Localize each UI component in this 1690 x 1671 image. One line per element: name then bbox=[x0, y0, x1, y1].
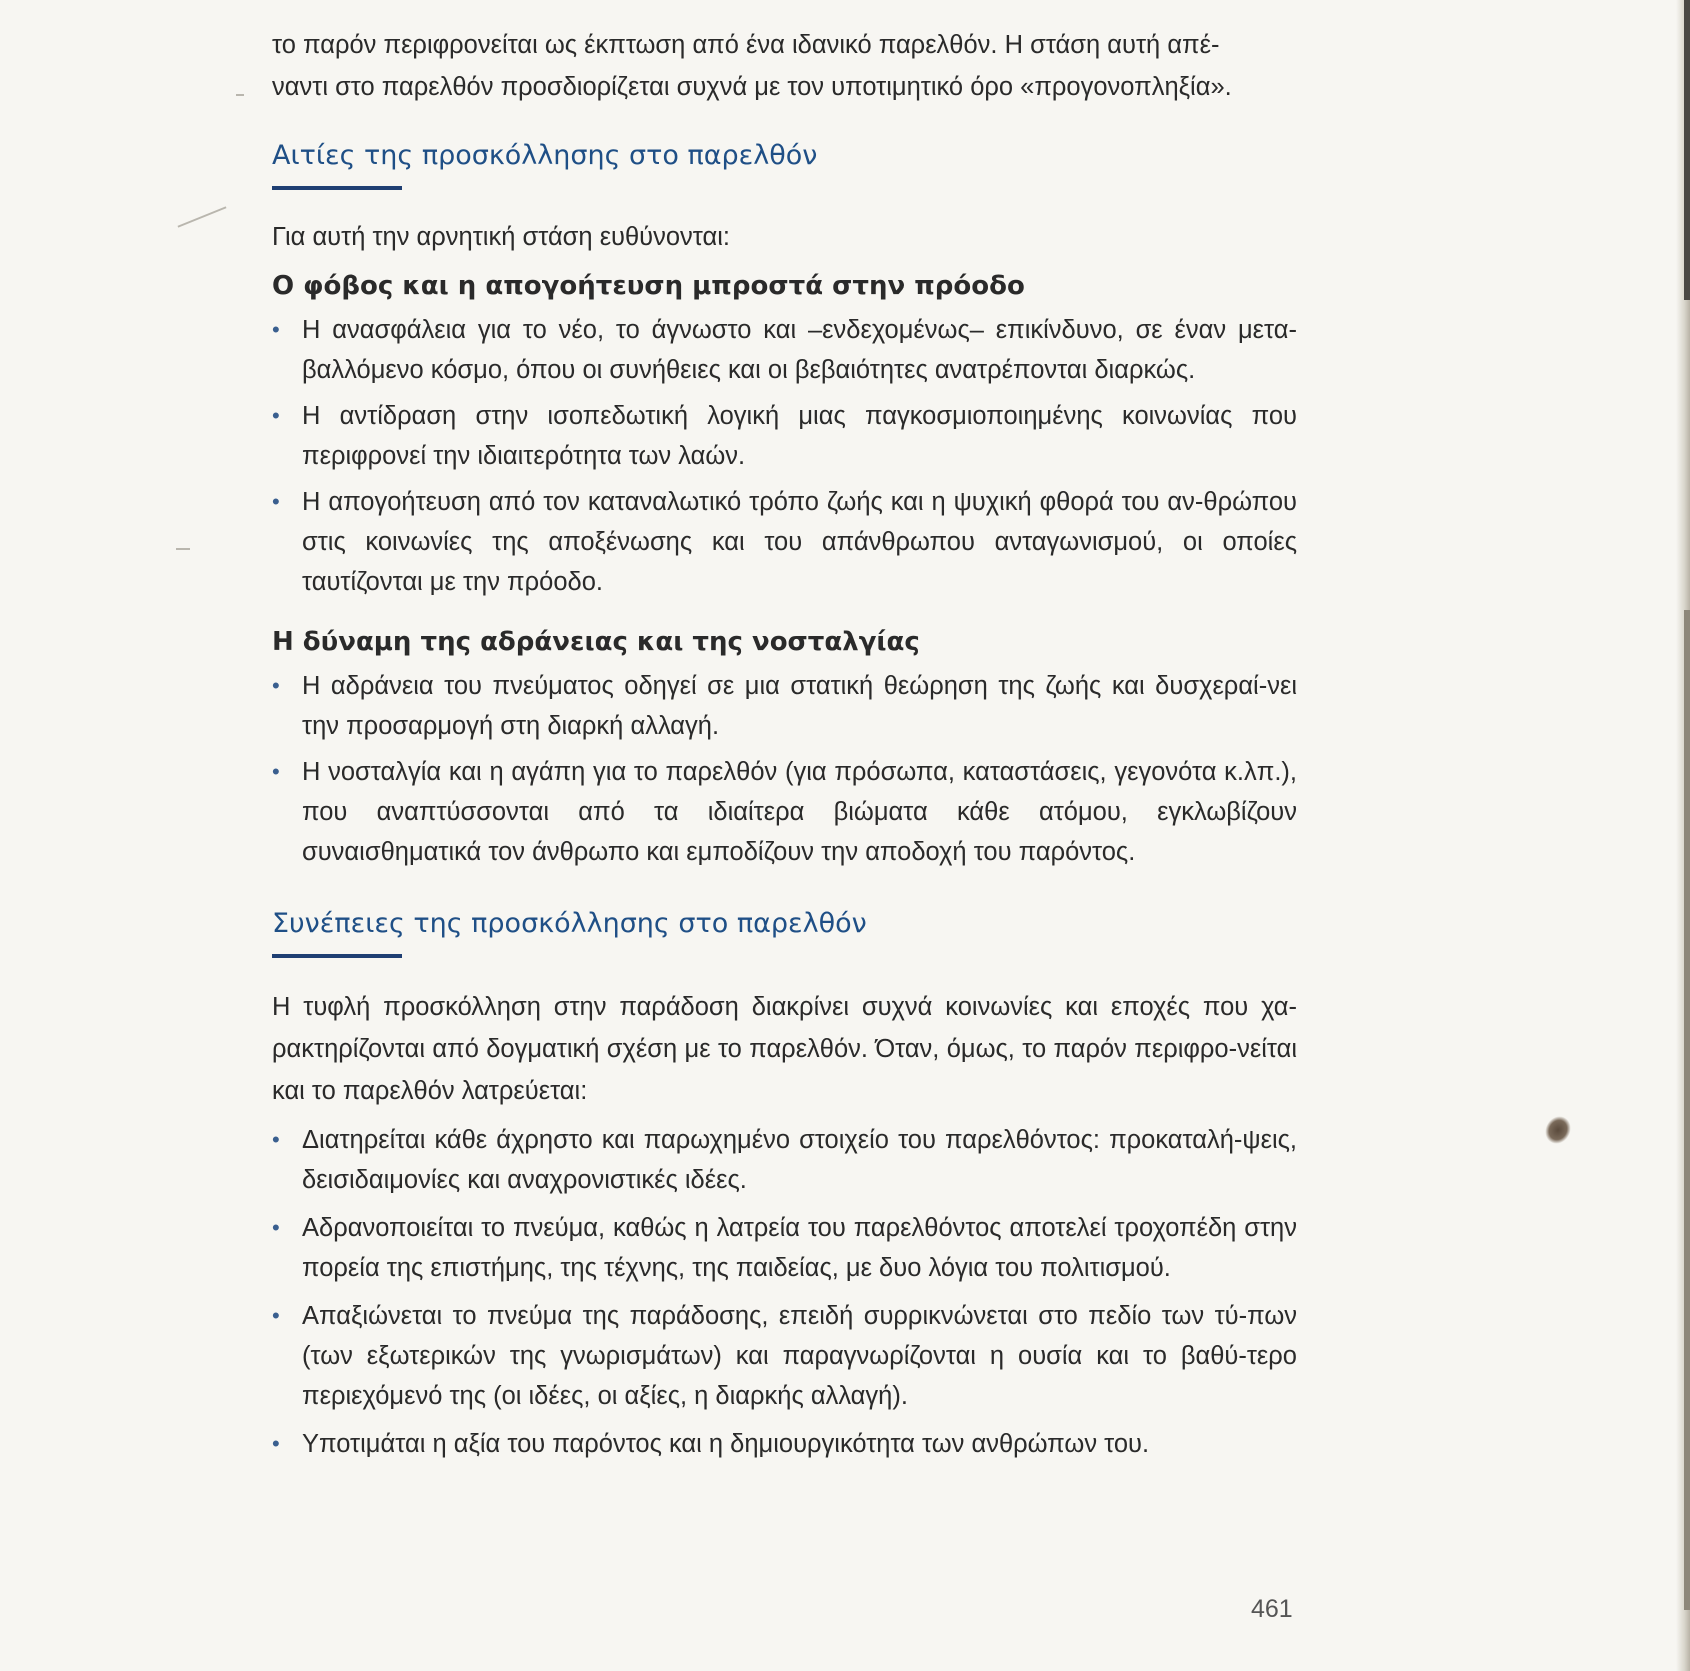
bullet-icon: • bbox=[272, 1215, 280, 1240]
bullet-icon: • bbox=[272, 1127, 280, 1152]
bullet-list-inertia bbox=[272, 666, 1297, 872]
list-item bbox=[272, 1208, 1297, 1288]
list-item-text: Η απογοήτευση από τον καταναλωτικό τρόπο ζωής και η ψυχική φθορά του αν-θρώπου στις κοινωνίες της αποξένωσης και του απάνθρωπου ανταγωνισμού, οι οποίες ταυτίζονται με την πρόοδο. bbox=[302, 488, 1297, 596]
subsection-title-inertia: Η δύναμη της αδράνειας και της νοσταλγίας bbox=[272, 627, 920, 657]
list-item bbox=[272, 310, 1297, 390]
bullet-icon: • bbox=[272, 489, 280, 514]
margin-mark bbox=[176, 548, 190, 550]
section-consequences bbox=[272, 906, 1297, 1464]
bullet-list-fear bbox=[272, 310, 1297, 602]
list-item bbox=[272, 666, 1297, 746]
section-title-consequences: Συνέπειες της προσκόλλησης στο παρελθόν bbox=[272, 908, 867, 939]
list-item-text: Η αδράνεια του πνεύματος οδηγεί σε μια στατική θεώρηση της ζωής και δυσχεραί-νει την προσαρμογή στη διαρκή αλλαγή. bbox=[302, 672, 1297, 740]
section-lead: Η τυφλή προσκόλληση στην παράδοση διακρίνει συχνά κοινωνίες και εποχές που χα-ρακτηρίζονται από δογματική σχέση με το παρελθόν. Όταν, όμως, το παρόν περιφρο-νείται και το παρελθόν λατρεύεται: bbox=[272, 993, 1297, 1105]
intro-paragraph bbox=[272, 24, 1297, 108]
list-item-text: Η ανασφάλεια για το νέο, το άγνωστο και –ενδεχομένως– επικίνδυνο, σε έναν μετα-βαλλόμενο κόσμο, όπου οι συνήθειες και οι βεβαιότητες ανατρέπονται διαρκώς. bbox=[302, 316, 1297, 384]
bullet-icon: • bbox=[272, 1303, 280, 1328]
list-item bbox=[272, 1120, 1297, 1200]
list-item bbox=[272, 396, 1297, 476]
margin-mark bbox=[236, 94, 244, 96]
list-item bbox=[272, 1424, 1297, 1464]
bullet-icon: • bbox=[272, 317, 280, 342]
bullet-icon: • bbox=[272, 759, 280, 784]
list-item-text: Η νοσταλγία και η αγάπη για το παρελθόν (για πρόσωπα, καταστάσεις, γεγονότα κ.λπ.), που αναπτύσσονται από τα ιδιαίτερα βιώματα κάθε ατόμου, εγκλωβίζουν συναισθηματικά τον άνθρωπο και εμποδίζουν την αποδοχή του παρόντος. bbox=[302, 758, 1297, 866]
list-item bbox=[272, 1296, 1297, 1416]
paper-speck bbox=[1541, 1112, 1576, 1148]
title-underline bbox=[272, 954, 402, 958]
page-number: 461 bbox=[1251, 1595, 1293, 1623]
list-item-text: Απαξιώνεται το πνεύμα της παράδοσης, επειδή συρρικνώνεται στο πεδίο των τύ-πων (των εξωτερικών της γνωρισμάτων) και παραγνωρίζονται η ουσία και το βαθύ-τερο περιεχόμενό της (οι ιδέες, οι αξίες, η διαρκής αλλαγή). bbox=[302, 1302, 1297, 1410]
list-item-text: Διατηρείται κάθε άχρηστο και παρωχημένο στοιχείο του παρελθόντος: προκαταλή-ψεις, δεισιδαιμονίες και αναχρονιστικές ιδέες. bbox=[302, 1126, 1297, 1194]
subsection-title-fear: Ο φόβος και η απογοήτευση μπροστά στην πρόοδο bbox=[272, 271, 1025, 301]
bullet-icon: • bbox=[272, 673, 280, 698]
list-item bbox=[272, 752, 1297, 872]
section-title-causes: Αιτίες της προσκόλλησης στο παρελθόν bbox=[272, 140, 818, 171]
intro-line: το παρόν περιφρονείται ως έκπτωση από ένα ιδανικό παρελθόν. Η στάση αυτή απέ- bbox=[272, 31, 1220, 59]
list-item-text: Η αντίδραση στην ισοπεδωτική λογική μιας παγκοσμιοποιημένης κοινωνίας που περιφρονεί την ιδιαιτερότητα των λαών. bbox=[302, 402, 1297, 470]
bullet-icon: • bbox=[272, 1431, 280, 1456]
document-body bbox=[272, 24, 1297, 1464]
bullet-list-consequences bbox=[272, 1120, 1297, 1464]
title-underline bbox=[272, 186, 402, 190]
section-lead: Για αυτή την αρνητική στάση ευθύνονται: bbox=[272, 223, 731, 251]
intro-line: ναντι στο παρελθόν προσδιορίζεται συχνά με τον υποτιμητικό όρο «προγονοπληξία». bbox=[272, 73, 1232, 101]
bullet-icon: • bbox=[272, 403, 280, 428]
margin-mark bbox=[178, 206, 227, 227]
list-item-text: Υποτιμάται η αξία του παρόντος και η δημιουργικότητα των ανθρώπων του. bbox=[302, 1430, 1150, 1458]
page-edge-dark-top bbox=[1684, 0, 1690, 300]
section-causes bbox=[272, 138, 1297, 872]
list-item-text: Αδρανοποιείται το πνεύμα, καθώς η λατρεία του παρελθόντος αποτελεί τροχοπέδη στην πορεία της επιστήμης, της τέχνης, της παιδείας, με δυο λόγια του πολιτισμού. bbox=[302, 1214, 1297, 1282]
page-edge-dark-bottom bbox=[1684, 610, 1690, 1610]
list-item bbox=[272, 482, 1297, 602]
